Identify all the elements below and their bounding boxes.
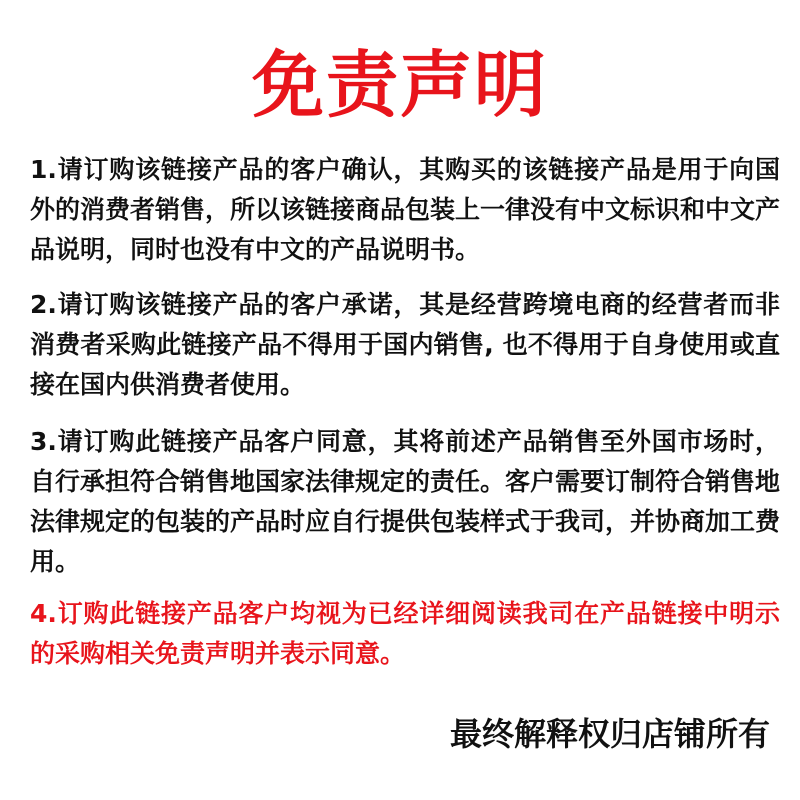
paragraph-3: 3.请订购此链接产品客户同意，其将前述产品销售至外国市场时，自行承担符合销售地国家法律规定的责任。客户需要订制符合销售地法律规定的包装的产品时应自行提供包装样式于我司，并协商加工费用。 bbox=[30, 427, 781, 576]
page-title: 免责声明 bbox=[251, 43, 548, 127]
paragraph-1: 1.请订购该链接产品的客户确认，其购买的该链接产品是用于向国外的消费者销售，所以该链接商品包装上一律没有中文标识和中文产品说明，同时也没有中文的产品说明书。 bbox=[30, 155, 781, 264]
footer-note: 最终解释权归店铺所有 bbox=[449, 715, 770, 753]
paragraph-2: 2.请订购该链接产品的客户承诺，其是经营跨境电商的经营者而非消费者采购此链接产品不得用于国内销售, 也不得用于自身使用或直接在国内供消费者使用。 bbox=[30, 290, 780, 399]
paragraph-4-highlight: 4.订购此链接产品客户均视为已经详细阅读我司在产品链接中明示的采购相关免责声明并表示同意。 bbox=[30, 599, 780, 668]
